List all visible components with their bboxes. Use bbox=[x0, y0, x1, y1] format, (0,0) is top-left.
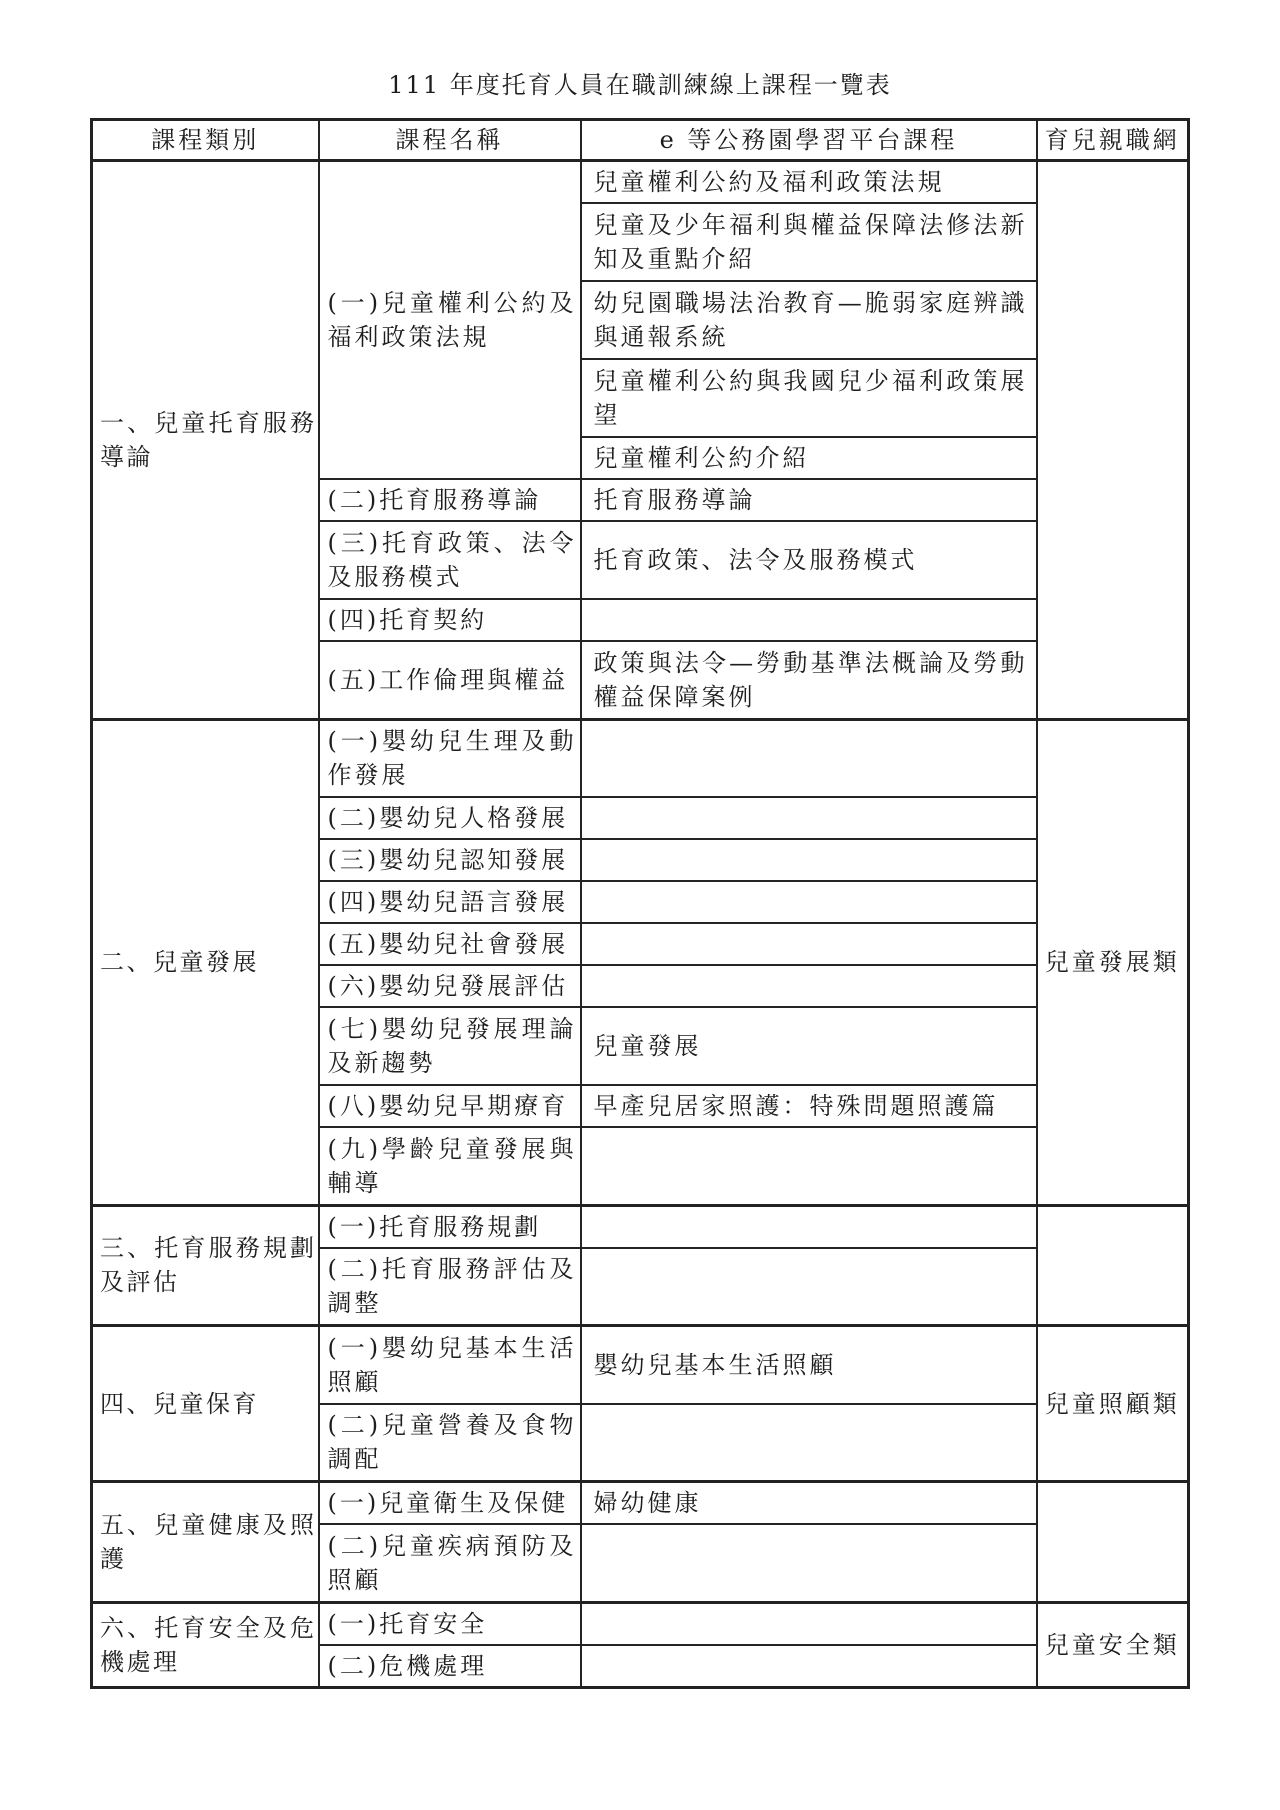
platform-course-cell: 托育政策、法令及服務模式 bbox=[581, 521, 1037, 599]
parenting-site-category-cell bbox=[1037, 1205, 1189, 1326]
course-category-cell: 二、兒童發展 bbox=[92, 719, 319, 1205]
platform-course-cell: 兒童及少年福利與權益保障法修法新知及重點介紹 bbox=[581, 203, 1037, 281]
platform-course-cell: 政策與法令—勞動基準法概論及勞動權益保障案例 bbox=[581, 641, 1037, 719]
course-name-cell: (二)嬰幼兒人格發展 bbox=[319, 797, 581, 839]
course-name-cell: (六)嬰幼兒發展評估 bbox=[319, 965, 581, 1007]
course-name-cell: (一)托育服務規劃 bbox=[319, 1205, 581, 1248]
course-row bbox=[92, 1482, 1189, 1525]
platform-course-cell: 早產兒居家照護：特殊問題照護篇 bbox=[581, 1085, 1037, 1127]
platform-course-cell bbox=[581, 1248, 1037, 1326]
platform-course-cell bbox=[581, 719, 1037, 797]
platform-course-cell bbox=[581, 1404, 1037, 1482]
column-header-course-name: 課程名稱 bbox=[319, 120, 581, 161]
course-name-cell: (五)工作倫理與權益 bbox=[319, 641, 581, 719]
platform-course-cell: 兒童權利公約及福利政策法規 bbox=[581, 161, 1037, 204]
course-category-cell: 六、托育安全及危機處理 bbox=[92, 1602, 319, 1687]
platform-course-cell: 婦幼健康 bbox=[581, 1482, 1037, 1525]
course-name-cell: (二)危機處理 bbox=[319, 1645, 581, 1688]
platform-course-cell: 兒童權利公約與我國兒少福利政策展望 bbox=[581, 359, 1037, 437]
platform-course-cell bbox=[581, 1205, 1037, 1248]
course-category-cell: 四、兒童保育 bbox=[92, 1326, 319, 1482]
course-name-cell: (三)托育政策、法令及服務模式 bbox=[319, 521, 581, 599]
parenting-site-category-cell bbox=[1037, 161, 1189, 720]
course-table bbox=[90, 118, 1190, 1689]
course-name-cell: (二)兒童營養及食物調配 bbox=[319, 1404, 581, 1482]
platform-course-cell bbox=[581, 881, 1037, 923]
course-name-cell: (九)學齡兒童發展與輔導 bbox=[319, 1127, 581, 1205]
platform-course-cell bbox=[581, 923, 1037, 965]
course-name-cell: (二)托育服務導論 bbox=[319, 479, 581, 521]
course-name-cell: (一)兒童衛生及保健 bbox=[319, 1482, 581, 1525]
column-header-category: 課程類別 bbox=[92, 120, 319, 161]
header-row bbox=[92, 120, 1189, 161]
column-header-parenting-site: 育兒親職網 bbox=[1037, 120, 1189, 161]
course-name-cell: (五)嬰幼兒社會發展 bbox=[319, 923, 581, 965]
course-row bbox=[92, 719, 1189, 797]
course-name-cell: (一)嬰幼兒基本生活照顧 bbox=[319, 1326, 581, 1404]
platform-course-cell bbox=[581, 965, 1037, 1007]
course-category-cell: 五、兒童健康及照護 bbox=[92, 1482, 319, 1603]
course-name-cell: (八)嬰幼兒早期療育 bbox=[319, 1085, 581, 1127]
page-title: 111 年度托育人員在職訓練線上課程一覽表 bbox=[388, 71, 892, 99]
parenting-site-category-cell bbox=[1037, 1482, 1189, 1603]
platform-course-cell: 嬰幼兒基本生活照顧 bbox=[581, 1326, 1037, 1404]
course-category-cell: 一、兒童托育服務導論 bbox=[92, 161, 319, 720]
course-name-cell: (二)托育服務評估及調整 bbox=[319, 1248, 581, 1326]
course-category-cell: 三、托育服務規劃及評估 bbox=[92, 1205, 319, 1326]
course-row bbox=[92, 1326, 1189, 1404]
course-row bbox=[92, 1205, 1189, 1248]
platform-course-cell: 幼兒園職場法治教育—脆弱家庭辨識與通報系統 bbox=[581, 281, 1037, 359]
platform-course-cell bbox=[581, 1645, 1037, 1688]
course-name-cell: (四)嬰幼兒語言發展 bbox=[319, 881, 581, 923]
parenting-site-category-cell: 兒童照顧類 bbox=[1037, 1326, 1189, 1482]
platform-course-cell bbox=[581, 1602, 1037, 1645]
course-name-cell: (一)嬰幼兒生理及動作發展 bbox=[319, 719, 581, 797]
parenting-site-category-cell: 兒童發展類 bbox=[1037, 719, 1189, 1205]
course-name-cell: (二)兒童疾病預防及照顧 bbox=[319, 1524, 581, 1602]
column-header-platform-course: e 等公務園學習平台課程 bbox=[581, 120, 1037, 161]
platform-course-cell: 兒童發展 bbox=[581, 1007, 1037, 1085]
platform-course-cell bbox=[581, 1524, 1037, 1602]
platform-course-cell: 托育服務導論 bbox=[581, 479, 1037, 521]
parenting-site-category-cell: 兒童安全類 bbox=[1037, 1602, 1189, 1687]
platform-course-cell bbox=[581, 1127, 1037, 1205]
platform-course-cell bbox=[581, 599, 1037, 641]
platform-course-cell: 兒童權利公約介紹 bbox=[581, 437, 1037, 479]
course-name-cell: (四)托育契約 bbox=[319, 599, 581, 641]
course-name-cell: (七)嬰幼兒發展理論及新趨勢 bbox=[319, 1007, 581, 1085]
platform-course-cell bbox=[581, 839, 1037, 881]
platform-course-cell bbox=[581, 797, 1037, 839]
course-name-cell: (一)托育安全 bbox=[319, 1602, 581, 1645]
course-row bbox=[92, 1602, 1189, 1645]
course-table-body bbox=[92, 161, 1189, 1688]
course-row bbox=[92, 161, 1189, 204]
course-name-cell: (一)兒童權利公約及福利政策法規 bbox=[319, 161, 581, 480]
course-name-cell: (三)嬰幼兒認知發展 bbox=[319, 839, 581, 881]
